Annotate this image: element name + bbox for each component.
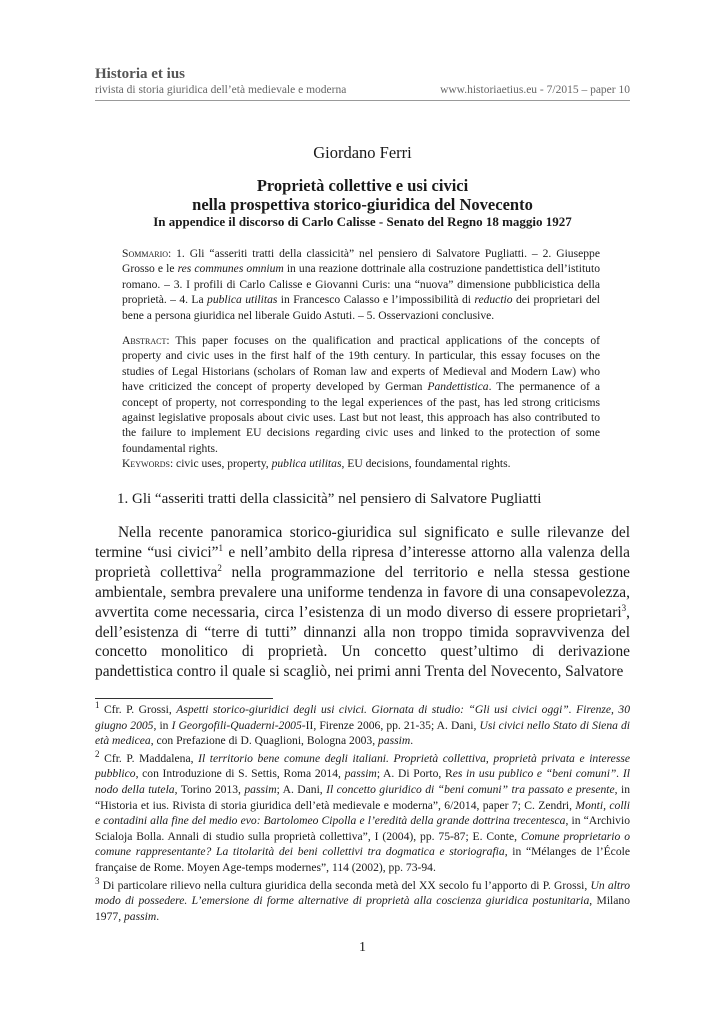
journal-title: Historia et ius bbox=[95, 66, 185, 82]
abstract-block bbox=[122, 333, 600, 456]
abstract-italic: Pandettistica bbox=[427, 380, 489, 394]
footnote-text: , Torino 2013, bbox=[174, 782, 245, 796]
footnote-italic: passim bbox=[123, 909, 157, 923]
footnote-1 bbox=[95, 702, 630, 749]
footnote-italic: Comune proprietario o comune rappresentante? La titolarità dei beni collettivi tra dogmatica e storiografia bbox=[95, 829, 630, 859]
footnote-italic: Il concetto giuridico di “beni comuni” tra passato e presente bbox=[326, 782, 615, 796]
footnote-text: , con Introduzione di S. Settis, Roma 2014, bbox=[135, 767, 345, 781]
summary-block bbox=[122, 246, 600, 323]
footnote-2 bbox=[95, 748, 631, 876]
header-rule bbox=[95, 100, 630, 101]
keywords-block bbox=[122, 456, 600, 471]
keywords-text: : civic uses, property, bbox=[169, 457, 272, 470]
footnote-text: Cfr. P. Maddalena, bbox=[99, 751, 199, 765]
footnotes bbox=[95, 702, 630, 926]
footnote-text: , in “Historia et ius. Rivista di storia giuridica dell’età medievale e moderna”, 6/2014, paper 7; C. Zendri, bbox=[95, 782, 631, 812]
footnote-text: , con Prefazione di D. Quaglioni, Bologna 2003, bbox=[150, 734, 379, 748]
footnote-italic: es in usu publico e “beni comuni”. Il nodo della tutela bbox=[95, 767, 631, 796]
footnote-text: -II, Firenze 2006, pp. 21-35; A. Dani bbox=[301, 718, 474, 732]
footnote-italic: Un altro modo di possedere. L’emersione di forme alternative di proprietà alla coscienza giuridica postunitaria bbox=[95, 878, 630, 908]
footnote-text: , in bbox=[153, 718, 172, 732]
summary-text: dei proprietari del bene a persona giuridica nel liberale Guido Astuti. – 5. Osservazioni conclusive. bbox=[122, 293, 600, 322]
journal-subtitle: rivista di storia giuridica dell’età medievale e moderna bbox=[95, 84, 347, 96]
article-subtitle: In appendice il discorso di Carlo Calisse - Senato del Regno 18 maggio 1927 bbox=[153, 214, 572, 229]
summary-text: in Francesco Calasso e l’impossibilità di bbox=[277, 293, 475, 307]
header-subline bbox=[95, 83, 630, 97]
abstract-text: : This paper focuses on the qualification and practical applications of the concepts of property and civic uses in the first half of the 19th century. In particular, this essay focuses on the studies of Legal Historians (scholars of Roman law and experts of Medieval and Modern Law) who have criticized the concept of property developed by German bbox=[122, 334, 600, 394]
footnote-text: Di particolare rilievo nella cultura giuridica della seconda metà del XX secolo fu l’apporto di P. Grossi, bbox=[99, 878, 591, 892]
footnote-italic: passim bbox=[344, 767, 377, 781]
footnote-text: . bbox=[410, 734, 414, 748]
footnote-italic: passim bbox=[378, 734, 411, 748]
title-line-1: Proprietà collettive e usi civici bbox=[256, 176, 469, 195]
footnote-italic: , Usi civici nello Stato di Siena di età medicea bbox=[95, 718, 631, 748]
body-text: e nell’ambito della ripresa d’interesse attorno alla valenza della proprietà collettiva bbox=[95, 543, 630, 581]
footnote-text: ; A. Di Porto, R bbox=[376, 767, 453, 781]
body-text: Nella recente panoramica storico-giuridica sul significato e sulle rilevanze del termine “usi civici” bbox=[95, 524, 630, 561]
footnote-number: 1 bbox=[95, 700, 100, 711]
footnote-text: , in “Archivio Scialoja Bolla. Annali di studio sulla proprietà collettiva”, I (2004), pp. 75-87; E. Conte, bbox=[95, 814, 630, 843]
keywords-text: , EU decisions, foundamental rights. bbox=[341, 457, 511, 470]
footnote-italic: Aspetti storico-giuridici degli usi civici. Giornata di studio: “Gli usi civici oggi”. Firenze, 30 giugno 2005 bbox=[95, 703, 630, 732]
abstract-text: egarding civic uses and linked to the protection of some foundamental rights. bbox=[122, 426, 600, 455]
footnote-ref-3[interactable]: 3 bbox=[621, 602, 627, 613]
footnote-text: . bbox=[156, 909, 160, 923]
page-number: 1 bbox=[359, 940, 366, 955]
footnote-number: 3 bbox=[95, 875, 100, 886]
summary-italic: reductio bbox=[474, 293, 513, 307]
body-text: , dell’esistenza di “terre di tutti” dinnanzi alla non troppo timida sopravvivenza del concetto monolitico di proprietà. Un concetto quest’ultimo di derivazione pandettistica contro il quale si scagliò, nei primi anni Trenta del Novecento, Salvatore bbox=[95, 603, 630, 681]
body-text: nella programmazione del territorio e nella stessa gestione ambientale, sembra prevalere una uniforme tendenza in favore di una consapevolezza, avvertita come necessaria, circa l’esistenza di un modo diverso di essere proprietari bbox=[95, 563, 631, 621]
footnote-italic: Il territorio bene comune degli italiani. Proprietà collettiva, proprietà privata e interesse pubblico bbox=[95, 751, 630, 781]
footnote-italic: Monti, colli e contadini alla fine del medio evo: Bartolomeo Cipolla e l’eredità della grande dottrina trecentesca bbox=[95, 798, 630, 828]
summary-italic: res communes omnium bbox=[177, 262, 284, 276]
footnote-number: 2 bbox=[95, 748, 100, 759]
journal-website: www.historiaetius.eu - 7/2015 – paper 10 bbox=[440, 84, 630, 96]
author-name: Giordano Ferri bbox=[313, 143, 412, 162]
footnote-italic: I Georgofili-Quaderni-2005 bbox=[171, 718, 302, 732]
body-paragraph bbox=[95, 523, 630, 682]
keywords-label: Keywords bbox=[122, 457, 170, 470]
summary-label: Sommario bbox=[122, 247, 169, 260]
abstract-italic: r bbox=[315, 426, 320, 440]
summary-italic: publica utilitas bbox=[207, 293, 278, 307]
keywords-italic: publica utilitas bbox=[271, 457, 342, 470]
footnote-text: ; A. Dani, bbox=[276, 782, 327, 796]
article-title bbox=[95, 176, 630, 214]
summary-text: in una reazione dottrinale alla costruzione pandettistica dell’istituto romano. – 3. I profili di Carlo Calisse e Giovanni Curis: una “nuova” dimensione pubblicistica della proprietà. – 4. La bbox=[122, 262, 600, 307]
abstract-text: . The permanence of a concept of property, not corresponding to the legal experiences of the past, has led strong criticisms against legislative proposals about civic uses. Last but not least, this approach has also contributed to the failure to implement EU decisions bbox=[122, 380, 600, 440]
section-heading: 1. Gli “asseriti tratti della classicità” nel pensiero di Salvatore Pugliatti bbox=[117, 491, 542, 507]
running-header bbox=[95, 66, 630, 97]
footnote-3 bbox=[95, 875, 630, 925]
footnote-italic: passim bbox=[244, 782, 277, 796]
footnote-text: , in “Mélanges de l’École française de Rome. Moyen Age-temps modernes”, 114 (2002), pp. 73-94. bbox=[95, 845, 630, 874]
abstract-label: Abstract bbox=[122, 334, 167, 347]
summary-text: : 1. Gli “asseriti tratti della classicità” nel pensiero di Salvatore Pugliatti. – 2. Giuseppe Grosso e le bbox=[122, 247, 600, 276]
footnote-rule bbox=[95, 698, 273, 699]
footnote-ref-1[interactable]: 1 bbox=[218, 542, 223, 553]
footnote-text: Cfr. P. Grossi, bbox=[99, 703, 177, 716]
footnote-text: , Milano 1977, bbox=[95, 894, 630, 923]
footnote-ref-2[interactable]: 2 bbox=[217, 562, 222, 573]
title-line-2: nella prospettiva storico-giuridica del Novecento bbox=[192, 195, 533, 214]
